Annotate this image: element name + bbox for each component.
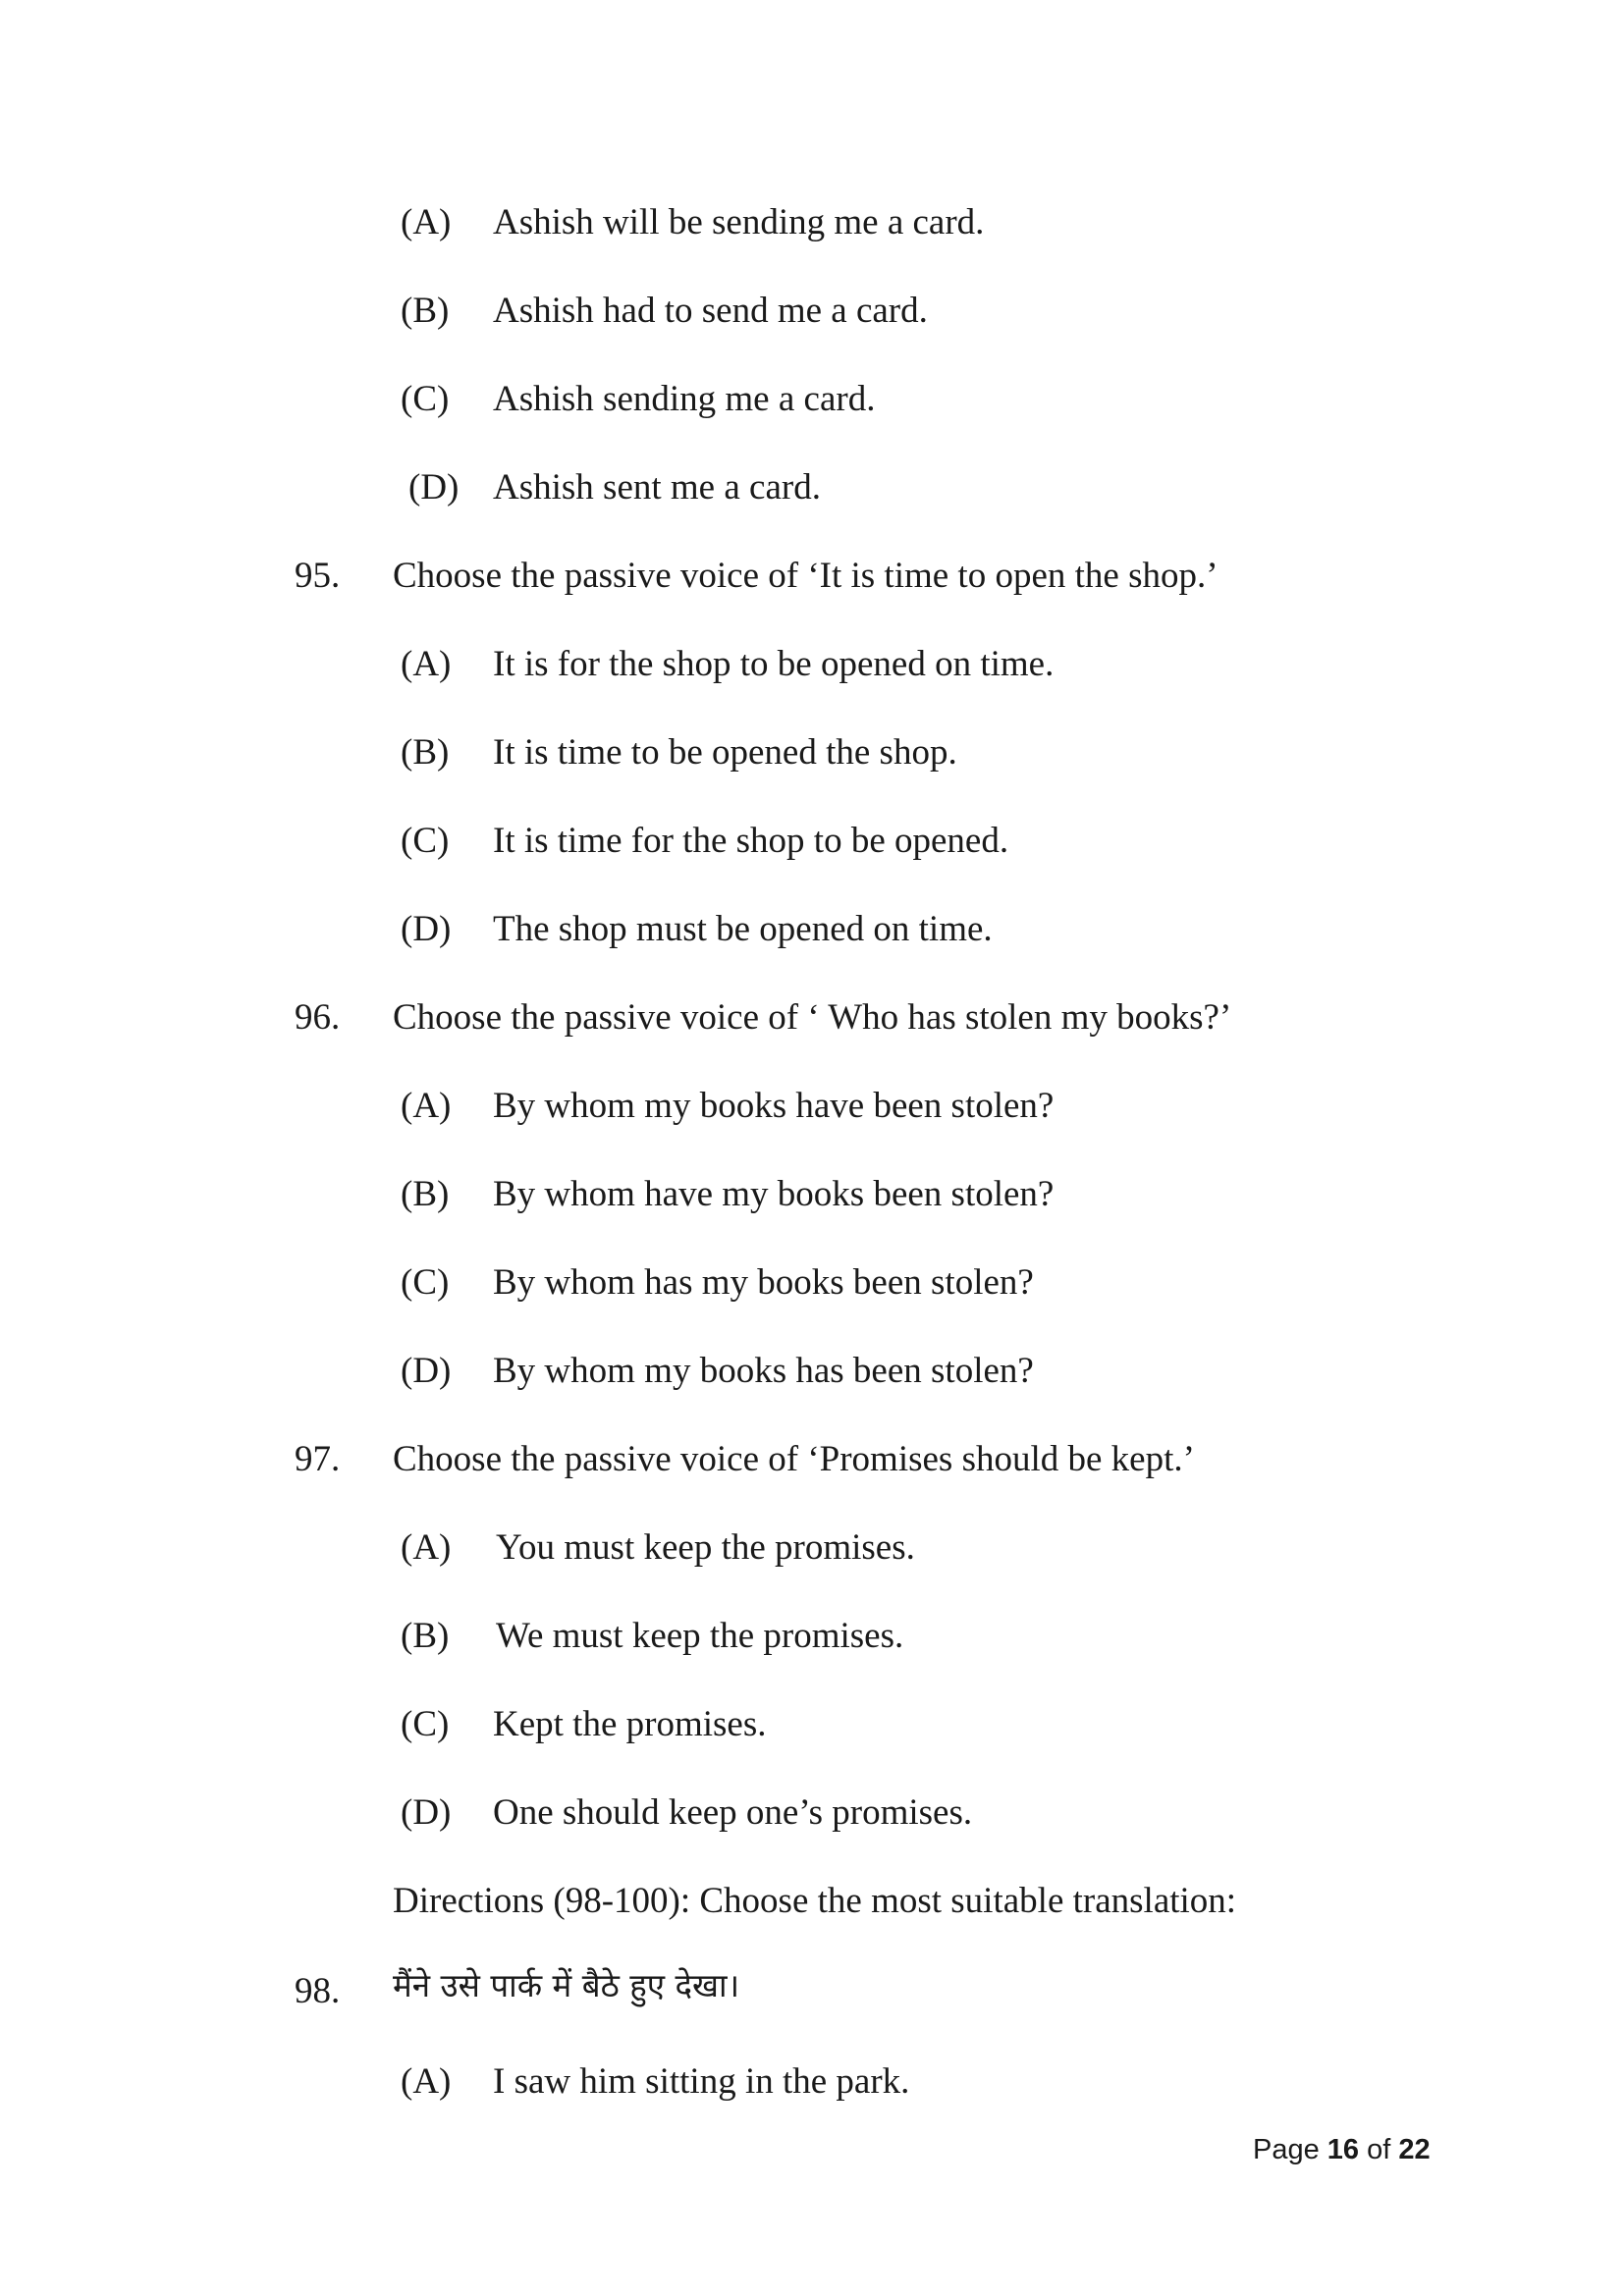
prev-option-c-label: (C) [401, 379, 450, 419]
q97-option-c-label: (C) [401, 1704, 450, 1744]
q95-option-d-label: (D) [401, 909, 452, 949]
question-97-text: Choose the passive voice of ‘Promises should be kept.’ [393, 1439, 1195, 1479]
prev-option-b-label: (B) [401, 291, 450, 331]
question-96-text: Choose the passive voice of ‘ Who has stolen my books?’ [393, 997, 1232, 1038]
q95-option-d-text: The shop must be opened on time. [493, 909, 993, 949]
prev-option-c-text: Ashish sending me a card. [493, 379, 876, 419]
footer-of-word: of [1367, 2134, 1391, 2165]
q96-option-a-text: By whom my books have been stolen? [493, 1086, 1055, 1126]
q96-option-d-label: (D) [401, 1351, 452, 1391]
q97-option-c-text: Kept the promises. [493, 1704, 767, 1744]
q95-option-a-text: It is for the shop to be opened on time. [493, 644, 1055, 684]
question-97-number: 97. [295, 1439, 341, 1479]
question-95-number: 95. [295, 556, 341, 596]
q96-option-c-text: By whom has my books been stolen? [493, 1262, 1034, 1303]
q97-option-a-label: (A) [401, 1527, 452, 1568]
q98-option-a-label: (A) [401, 2061, 452, 2102]
q96-option-b-label: (B) [401, 1174, 450, 1214]
question-98-number: 98. [295, 1971, 341, 2011]
prev-option-d-text: Ashish sent me a card. [493, 467, 821, 507]
q97-option-b-text: We must keep the promises. [496, 1616, 904, 1656]
q97-option-d-label: (D) [401, 1792, 452, 1833]
q96-option-b-text: By whom have my books been stolen? [493, 1174, 1055, 1214]
prev-option-b-text: Ashish had to send me a card. [493, 291, 928, 331]
question-98-text: मैंने उसे पार्क में बैठे हुए देखा। [393, 1966, 740, 2004]
q95-option-c-label: (C) [401, 821, 450, 861]
q95-option-c-text: It is time for the shop to be opened. [493, 821, 1009, 861]
q96-option-d-text: By whom my books has been stolen? [493, 1351, 1034, 1391]
q96-option-a-label: (A) [401, 1086, 452, 1126]
q95-option-b-text: It is time to be opened the shop. [493, 732, 957, 773]
q97-option-b-label: (B) [401, 1616, 450, 1656]
q97-option-d-text: One should keep one’s promises. [493, 1792, 973, 1833]
prev-option-a-text: Ashish will be sending me a card. [493, 202, 985, 242]
directions-text: Directions (98-100): Choose the most suitable translation: [393, 1881, 1237, 1921]
footer-page-word: Page [1253, 2134, 1320, 2165]
page-footer [1253, 2134, 1431, 2166]
footer-total-pages: 22 [1398, 2134, 1431, 2165]
q96-option-c-label: (C) [401, 1262, 450, 1303]
prev-option-d-label: (D) [408, 467, 460, 507]
footer-current-page: 16 [1326, 2134, 1360, 2165]
q95-option-a-label: (A) [401, 644, 452, 684]
q97-option-a-text: You must keep the promises. [496, 1527, 915, 1568]
q95-option-b-label: (B) [401, 732, 450, 773]
question-96-number: 96. [295, 997, 341, 1038]
prev-option-a-label: (A) [401, 202, 452, 242]
question-95-text: Choose the passive voice of ‘It is time to open the shop.’ [393, 556, 1218, 596]
q98-option-a-text: I saw him sitting in the park. [493, 2061, 910, 2102]
